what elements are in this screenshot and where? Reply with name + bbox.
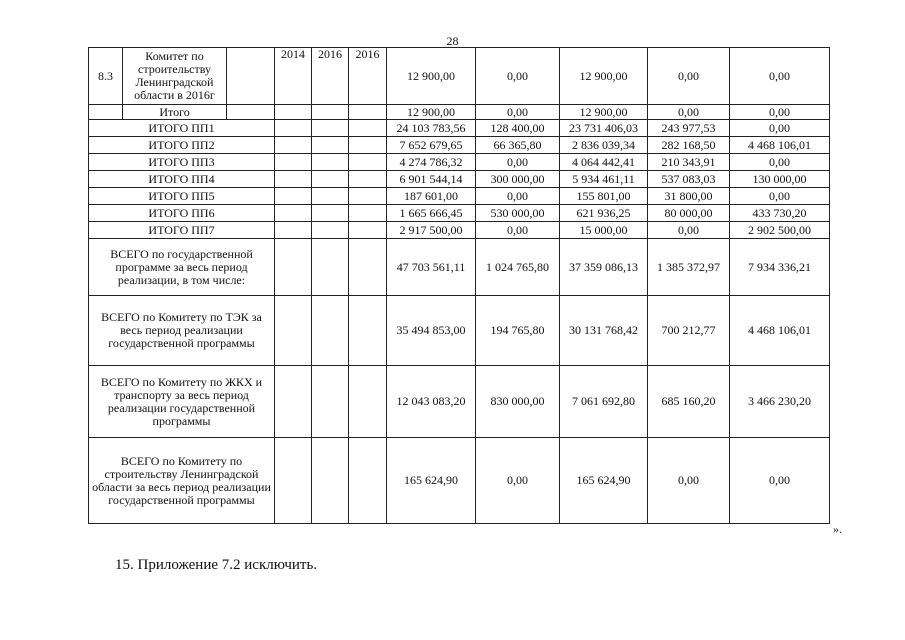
empty-cell: [312, 188, 349, 205]
empty-cell: [275, 154, 312, 171]
subprogram-total-row: [89, 171, 830, 188]
grand-total-row: [89, 239, 830, 296]
value-cell: 12 043 083,20: [387, 366, 476, 438]
value-cell: 1 385 372,97: [648, 239, 730, 296]
value-cell: 2 902 500,00: [730, 222, 830, 239]
empty-cell: [275, 205, 312, 222]
value-cell: 0,00: [476, 438, 560, 524]
value-cell: 1 024 765,80: [476, 239, 560, 296]
value-cell: 0,00: [730, 120, 830, 137]
empty-cell: [89, 105, 123, 120]
empty-cell: [275, 239, 312, 296]
row-label: ИТОГО ПП3: [89, 154, 275, 171]
empty-cell: [312, 205, 349, 222]
value-cell: 4 274 786,32: [387, 154, 476, 171]
empty-cell: [227, 105, 275, 120]
empty-cell: [349, 205, 387, 222]
value-cell: 165 624,90: [560, 438, 648, 524]
subprogram-total-row: [89, 222, 830, 239]
empty-cell: [312, 438, 349, 524]
value-cell: 12 900,00: [560, 48, 648, 105]
value-cell: 530 000,00: [476, 205, 560, 222]
grand-total-row: [89, 366, 830, 438]
value-cell: 2 917 500,00: [387, 222, 476, 239]
page-number: 28: [446, 34, 459, 48]
row-label: ИТОГО ПП7: [89, 222, 275, 239]
value-cell: 830 000,00: [476, 366, 560, 438]
value-cell: 35 494 853,00: [387, 296, 476, 366]
value-cell: 0,00: [476, 222, 560, 239]
row-label: ИТОГО ПП6: [89, 205, 275, 222]
value-cell: 0,00: [476, 105, 560, 120]
grand-total-row: [89, 438, 830, 524]
value-cell: 12 900,00: [387, 48, 476, 105]
value-cell: 37 359 086,13: [560, 239, 648, 296]
value-cell: 0,00: [648, 438, 730, 524]
year-cell: 2014: [275, 48, 312, 105]
empty-cell: [312, 171, 349, 188]
row-label: ИТОГО ПП2: [89, 137, 275, 154]
empty-cell: [349, 120, 387, 137]
empty-cell: [275, 438, 312, 524]
empty-cell: [349, 438, 387, 524]
closing-quote: ».: [833, 522, 842, 536]
row-label: ИТОГО ПП5: [89, 188, 275, 205]
value-cell: 165 624,90: [387, 438, 476, 524]
value-cell: 23 731 406,03: [560, 120, 648, 137]
row-label: ВСЕГО по государственной программе за весь период реализации, в том числе:: [89, 239, 275, 296]
empty-cell: [275, 188, 312, 205]
value-cell: 700 212,77: [648, 296, 730, 366]
budget-table: [88, 47, 830, 524]
value-cell: 2 836 039,34: [560, 137, 648, 154]
empty-cell: [349, 296, 387, 366]
value-cell: 0,00: [730, 188, 830, 205]
value-cell: 0,00: [648, 105, 730, 120]
value-cell: 433 730,20: [730, 205, 830, 222]
row-label: ВСЕГО по Комитету по ТЭК за весь период реализации государственной программы: [89, 296, 275, 366]
empty-cell: [227, 48, 275, 105]
value-cell: 24 103 783,56: [387, 120, 476, 137]
empty-cell: [275, 222, 312, 239]
value-cell: 128 400,00: [476, 120, 560, 137]
value-cell: 15 000,00: [560, 222, 648, 239]
value-cell: 187 601,00: [387, 188, 476, 205]
empty-cell: [312, 366, 349, 438]
value-cell: 3 466 230,20: [730, 366, 830, 438]
value-cell: 685 160,20: [648, 366, 730, 438]
value-cell: 282 168,50: [648, 137, 730, 154]
value-cell: 5 934 461,11: [560, 171, 648, 188]
value-cell: 31 800,00: [648, 188, 730, 205]
value-cell: 7 061 692,80: [560, 366, 648, 438]
value-cell: 0,00: [730, 48, 830, 105]
value-cell: 243 977,53: [648, 120, 730, 137]
value-cell: 66 365,80: [476, 137, 560, 154]
year-cell: 2016: [312, 48, 349, 105]
empty-cell: [349, 222, 387, 239]
value-cell: 1 665 666,45: [387, 205, 476, 222]
value-cell: 0,00: [730, 105, 830, 120]
empty-cell: [275, 296, 312, 366]
value-cell: 4 064 442,41: [560, 154, 648, 171]
value-cell: 537 083,03: [648, 171, 730, 188]
row-label: Итого: [123, 105, 227, 120]
empty-cell: [349, 366, 387, 438]
row-8-3: [89, 48, 830, 105]
row-label: ИТОГО ПП1: [89, 120, 275, 137]
row-label: ИТОГО ПП4: [89, 171, 275, 188]
subprogram-total-row: [89, 137, 830, 154]
value-cell: 30 131 768,42: [560, 296, 648, 366]
subprogram-total-row: [89, 205, 830, 222]
value-cell: 80 000,00: [648, 205, 730, 222]
empty-cell: [312, 120, 349, 137]
value-cell: 0,00: [648, 48, 730, 105]
value-cell: 210 343,91: [648, 154, 730, 171]
value-cell: 0,00: [476, 48, 560, 105]
empty-cell: [312, 154, 349, 171]
empty-cell: [349, 137, 387, 154]
value-cell: 300 000,00: [476, 171, 560, 188]
year-cell: 2016: [349, 48, 387, 105]
empty-cell: [275, 366, 312, 438]
subprogram-total-row: [89, 188, 830, 205]
empty-cell: [312, 296, 349, 366]
value-cell: 0,00: [730, 154, 830, 171]
subprogram-total-row: [89, 154, 830, 171]
empty-cell: [349, 154, 387, 171]
itogo-row: [89, 105, 830, 120]
value-cell: 0,00: [476, 188, 560, 205]
empty-cell: [312, 137, 349, 154]
value-cell: 621 936,25: [560, 205, 648, 222]
subprogram-total-row: [89, 120, 830, 137]
value-cell: 0,00: [730, 438, 830, 524]
empty-cell: [349, 188, 387, 205]
value-cell: 12 900,00: [560, 105, 648, 120]
value-cell: 4 468 106,01: [730, 137, 830, 154]
row-number: 8.3: [89, 48, 123, 105]
empty-cell: [349, 171, 387, 188]
value-cell: 194 765,80: [476, 296, 560, 366]
empty-cell: [312, 105, 349, 120]
value-cell: 130 000,00: [730, 171, 830, 188]
empty-cell: [349, 105, 387, 120]
value-cell: 6 901 544,14: [387, 171, 476, 188]
value-cell: 12 900,00: [387, 105, 476, 120]
empty-cell: [275, 105, 312, 120]
value-cell: 7 934 336,21: [730, 239, 830, 296]
value-cell: 4 468 106,01: [730, 296, 830, 366]
empty-cell: [275, 137, 312, 154]
value-cell: 0,00: [476, 154, 560, 171]
empty-cell: [275, 171, 312, 188]
value-cell: 47 703 561,11: [387, 239, 476, 296]
grand-total-row: [89, 296, 830, 366]
empty-cell: [275, 120, 312, 137]
value-cell: 0,00: [648, 222, 730, 239]
row-label: ВСЕГО по Комитету по строительству Ленинградской области за весь период реализации государственной программы: [89, 438, 275, 524]
value-cell: 155 801,00: [560, 188, 648, 205]
instruction-text: 15. Приложение 7.2 исключить.: [115, 557, 318, 573]
row-name: Комитет по строительству Ленинградской области в 2016г: [123, 48, 227, 105]
value-cell: 7 652 679,65: [387, 137, 476, 154]
empty-cell: [312, 239, 349, 296]
row-label: ВСЕГО по Комитету по ЖКХ и транспорту за весь период реализации государственной программы: [89, 366, 275, 438]
empty-cell: [349, 239, 387, 296]
empty-cell: [312, 222, 349, 239]
